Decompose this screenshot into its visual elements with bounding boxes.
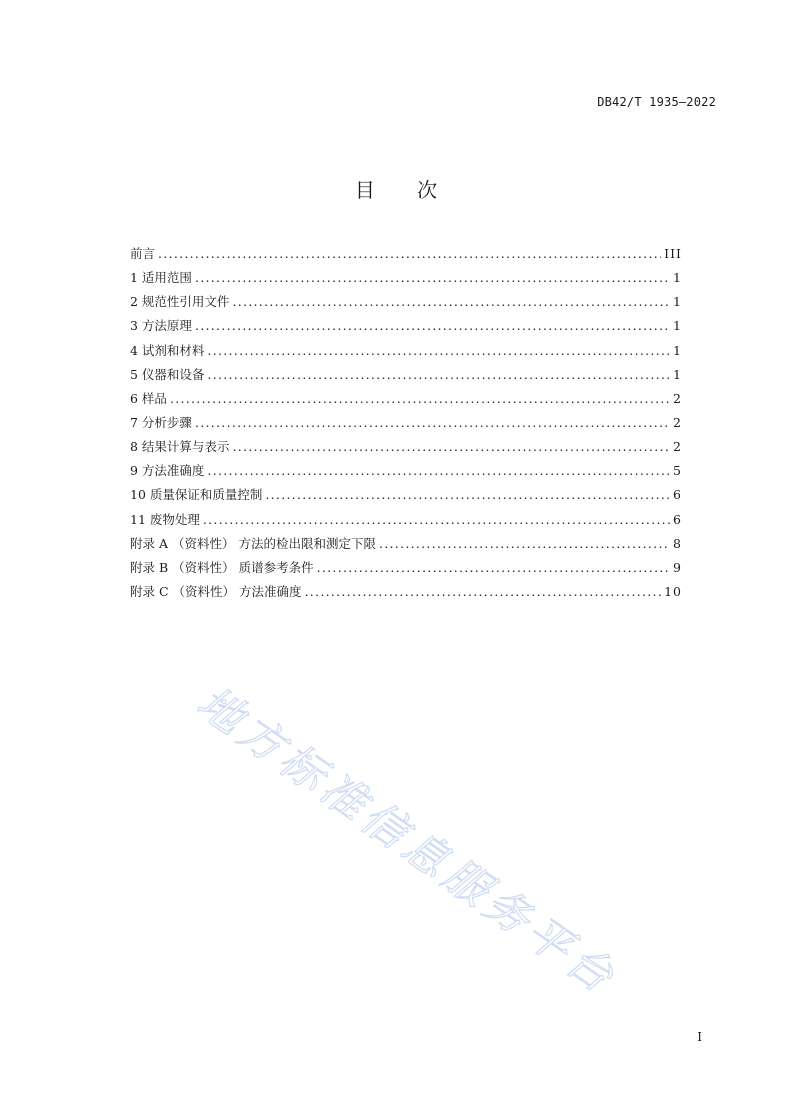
toc-entry-page: 8 <box>673 535 682 551</box>
toc-entry[interactable] <box>130 339 682 363</box>
toc-entry-page: 2 <box>673 439 682 455</box>
toc-entry-page: III <box>664 246 682 261</box>
toc-entry-page: 1 <box>673 366 682 382</box>
toc-entry-label: 8 结果计算与表示 <box>130 439 230 455</box>
toc-leader-dots <box>207 339 670 363</box>
toc-entry[interactable] <box>130 411 682 435</box>
toc-entry[interactable] <box>130 459 682 483</box>
table-of-contents <box>130 242 682 604</box>
toc-leader-dots <box>170 387 670 411</box>
toc-entry[interactable] <box>130 266 682 290</box>
toc-entry[interactable] <box>130 532 682 556</box>
toc-entry-label: 附录 B （资料性） 质谱参考条件 <box>130 559 314 575</box>
toc-leader-dots <box>195 266 670 290</box>
toc-entry[interactable] <box>130 314 682 338</box>
toc-entry-page: 9 <box>673 559 682 575</box>
toc-leader-dots <box>317 556 670 580</box>
document-code: DB42/T 1935—2022 <box>597 95 716 109</box>
toc-leader-dots <box>158 242 661 266</box>
toc-entry[interactable] <box>130 508 682 532</box>
toc-entry-page: 1 <box>673 270 682 286</box>
toc-entry-label: 6 样品 <box>130 390 167 406</box>
toc-entry[interactable] <box>130 290 682 314</box>
toc-leader-dots <box>207 363 670 387</box>
toc-entry-page: 2 <box>673 390 682 406</box>
toc-entry-page: 6 <box>673 487 682 503</box>
toc-entry-label: 11 废物处理 <box>130 511 200 527</box>
toc-entry-label: 5 仪器和设备 <box>130 366 205 382</box>
toc-entry-label: 10 质量保证和质量控制 <box>130 487 263 503</box>
toc-leader-dots <box>195 314 670 338</box>
toc-title: 目 次 <box>354 178 456 202</box>
toc-entry-page: 2 <box>673 414 682 430</box>
toc-entry[interactable] <box>130 483 682 507</box>
toc-leader-dots <box>305 580 662 604</box>
toc-entry[interactable] <box>130 435 682 459</box>
toc-entry[interactable] <box>130 580 682 604</box>
toc-entry-label: 3 方法原理 <box>130 318 192 334</box>
toc-leader-dots <box>379 532 670 556</box>
toc-entry-page: 1 <box>673 342 682 358</box>
toc-entry-label: 1 适用范围 <box>130 270 192 286</box>
toc-entry-label: 附录 C （资料性） 方法准确度 <box>130 583 302 599</box>
toc-leader-dots <box>207 459 670 483</box>
toc-entry-label: 9 方法准确度 <box>130 463 205 479</box>
toc-entry[interactable] <box>130 556 682 580</box>
toc-entry[interactable] <box>130 363 682 387</box>
toc-entry-label: 前言 <box>130 246 156 261</box>
toc-entry-label: 2 规范性引用文件 <box>130 294 230 310</box>
page-number: I <box>697 1030 702 1044</box>
toc-leader-dots <box>232 435 670 459</box>
toc-entry-page: 1 <box>673 294 682 310</box>
toc-leader-dots <box>265 483 670 507</box>
toc-entry[interactable] <box>130 387 682 411</box>
toc-entry-page: 5 <box>673 463 682 479</box>
watermark: 地方标准信息服务平台 <box>187 676 627 1006</box>
toc-leader-dots <box>232 290 670 314</box>
toc-entry-label: 4 试剂和材料 <box>130 342 205 358</box>
toc-leader-dots <box>203 508 670 532</box>
toc-leader-dots <box>195 411 670 435</box>
toc-entry-label: 7 分析步骤 <box>130 414 192 430</box>
toc-entry-page: 1 <box>673 318 682 334</box>
toc-entry[interactable] <box>130 242 682 266</box>
toc-entry-page: 6 <box>673 511 682 527</box>
toc-entry-page: 10 <box>664 583 682 599</box>
toc-entry-label: 附录 A （资料性） 方法的检出限和测定下限 <box>130 535 376 551</box>
